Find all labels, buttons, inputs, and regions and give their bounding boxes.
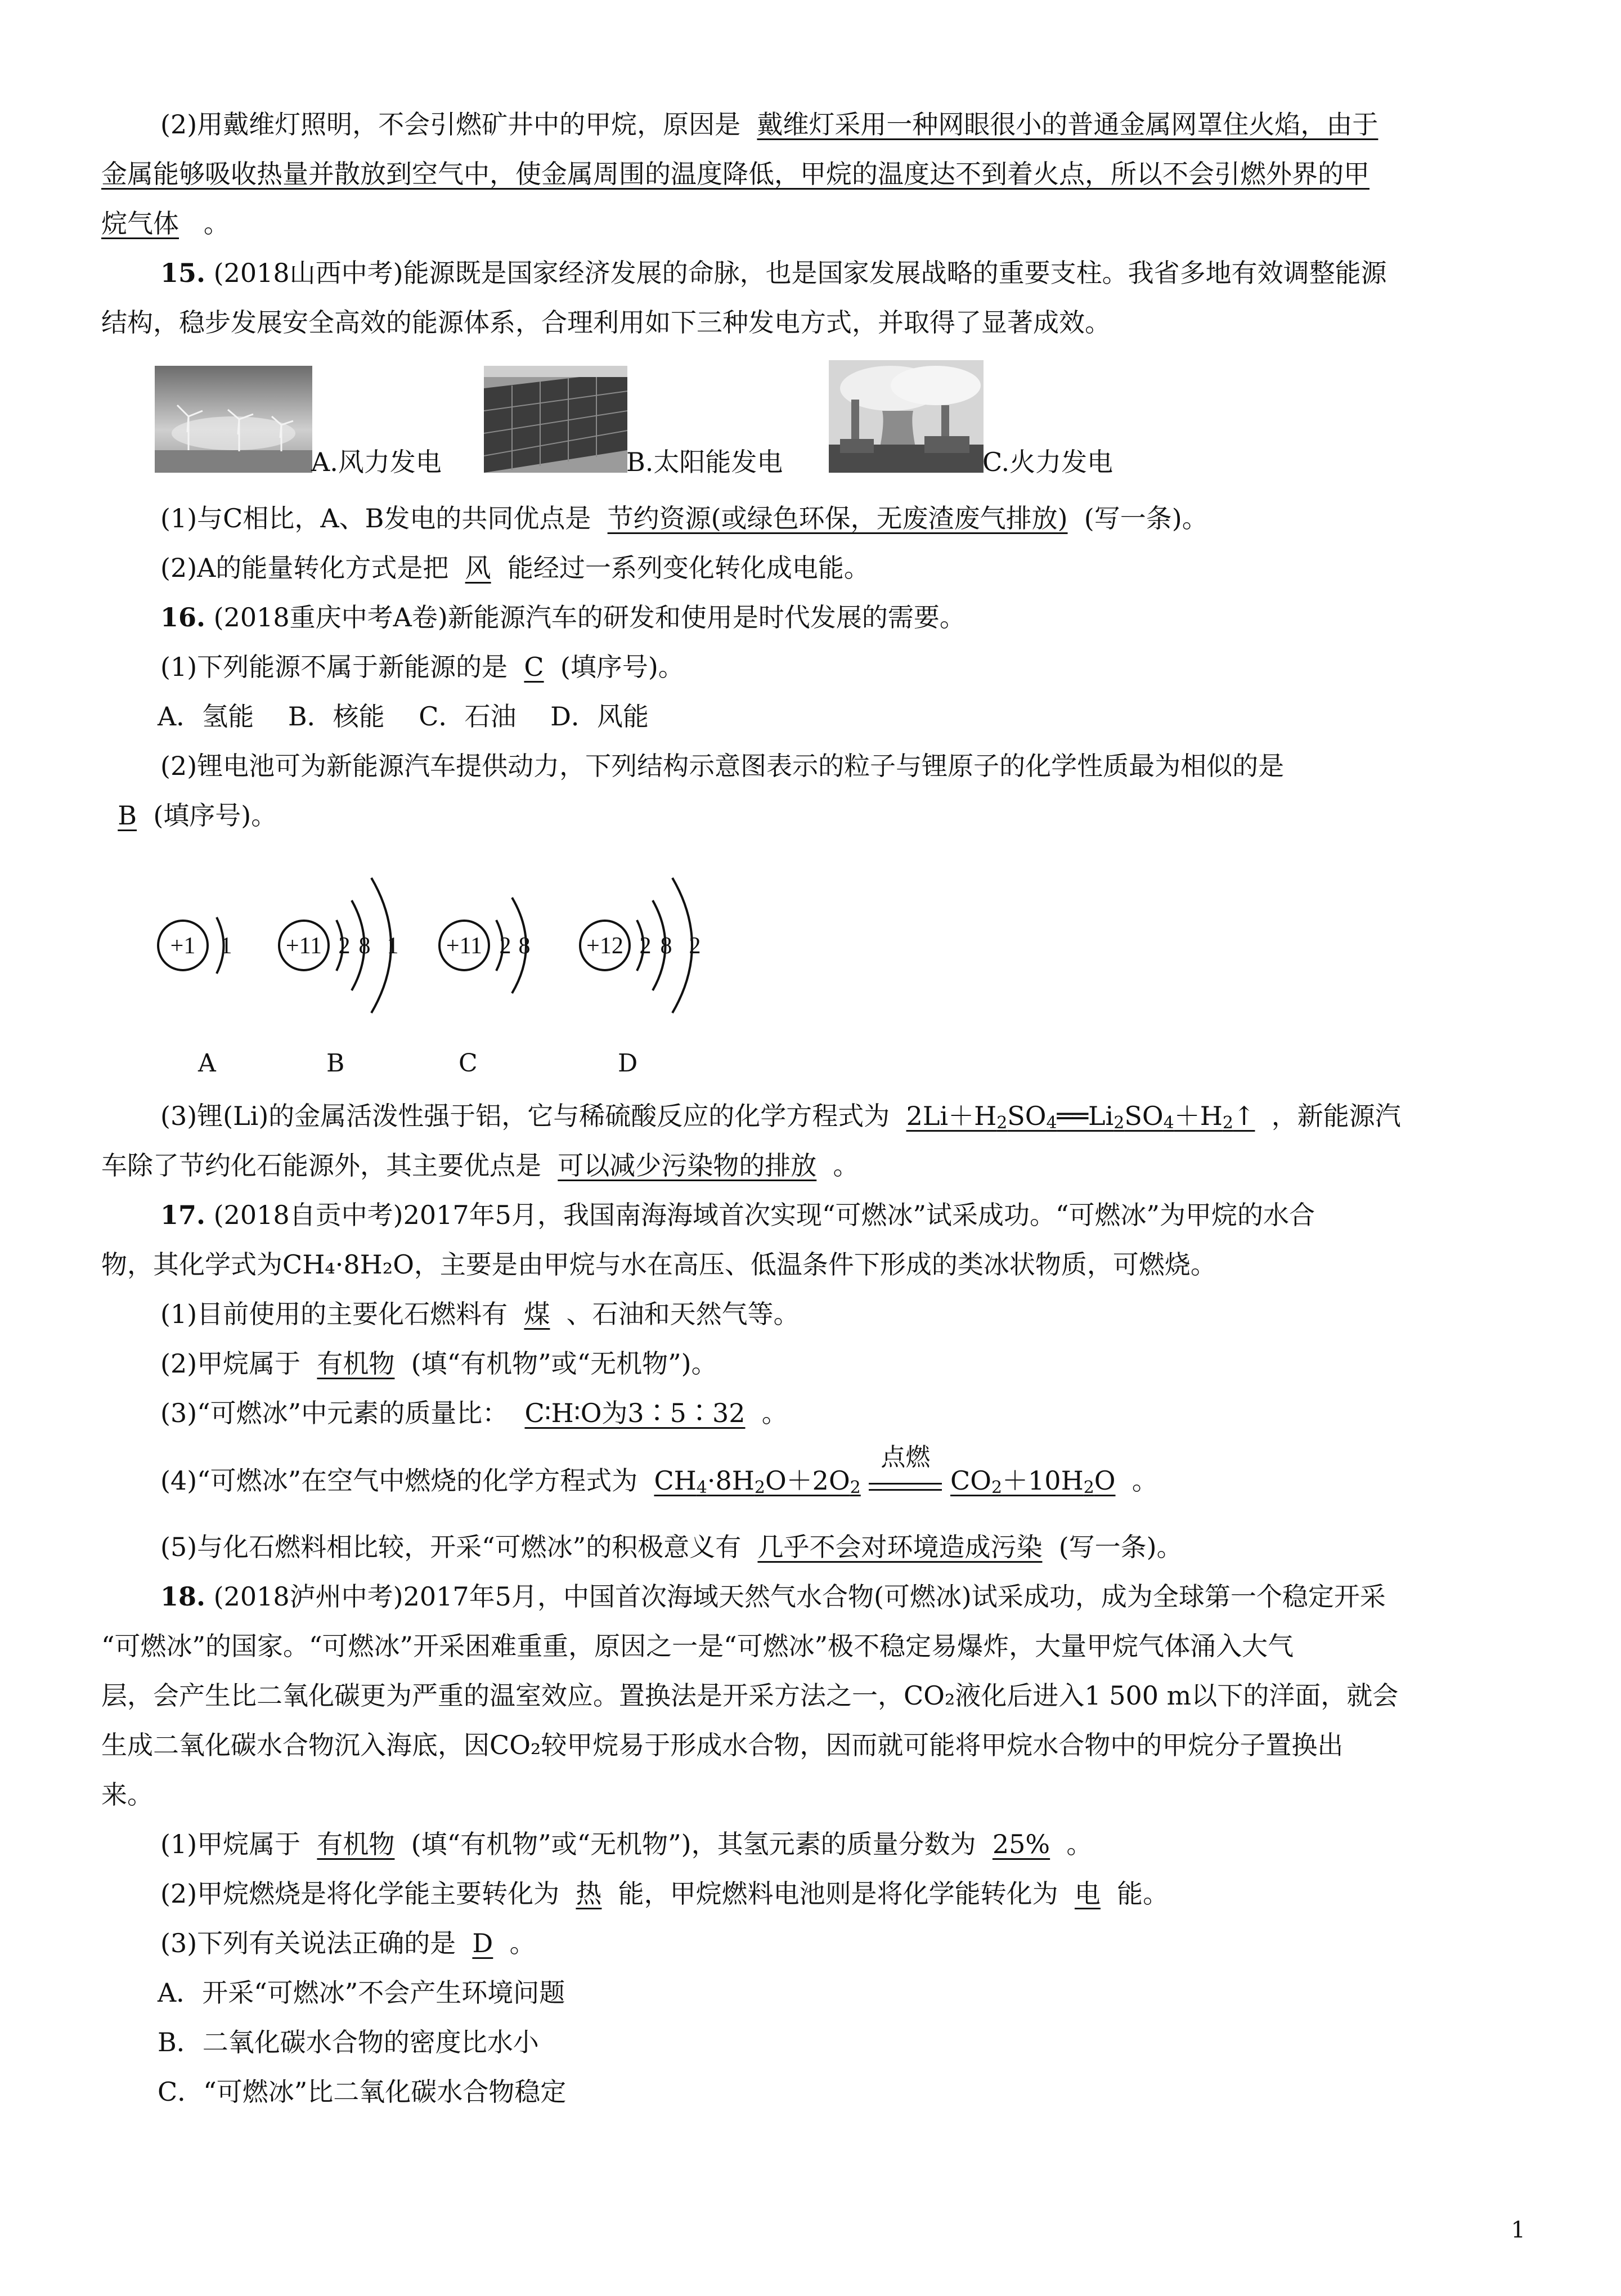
q18-option-a xyxy=(158,1975,565,2010)
q18-stem-2: “可燃冰”的国家。“可燃冰”开采困难重重，原因之一是“可燃冰”极不稳定易爆炸，大量甲烷气体涌入大气 xyxy=(101,1631,1294,1661)
atom-c-shell1: 2 xyxy=(499,933,511,959)
q18-stem-line3 xyxy=(101,1678,1398,1713)
q17-p3-prefix: (3)“可燃冰”中元素的质量比： xyxy=(160,1398,509,1428)
q17-p1-answer: 煤 xyxy=(524,1299,550,1329)
q18-stem-1: (2018泸州中考)2017年5月，中国首次海域天然气水合物(可燃冰)试采成功，成为全球第一个稳定开采 xyxy=(213,1581,1386,1612)
q18-p3-answer: D xyxy=(472,1928,493,1958)
q15-stem-1: (2018山西中考)能源既是国家经济发展的命脉，也是国家发展战略的重要支柱。我省多地有效调整能源 xyxy=(213,258,1387,288)
q16-p3-equation: $2Li+H_2SO_4══Li_2SO_4+H_2↑$ xyxy=(906,1101,1255,1133)
q18-p3 xyxy=(160,1926,536,1961)
atom-c-nucleus: +11 xyxy=(446,933,483,959)
q16-p1-prefix: (1)下列能源不属于新能源的是 xyxy=(160,652,508,682)
q18-p3-suffix: 。 xyxy=(509,1928,536,1958)
q18-stem-3: 层，会产生比二氧化碳更为严重的温室效应。置换法是开采方法之一，CO₂液化后进入1 500 m以下的洋面，就会 xyxy=(101,1680,1399,1711)
q17-p4-condition: 点燃 xyxy=(881,1443,931,1472)
q18-p2 xyxy=(160,1876,1169,1911)
atom-c xyxy=(439,898,531,993)
caption-solar: B.太阳能发电 xyxy=(626,447,783,477)
q18-p2-suffix: 能。 xyxy=(1117,1878,1169,1909)
q17-stem-line1 xyxy=(160,1198,1315,1232)
q18-p1-prefix: (1)甲烷属于 xyxy=(160,1829,301,1859)
q18-p1 xyxy=(160,1827,1092,1862)
wind-turbine-photo xyxy=(155,366,312,473)
q14-part2-answer-1: 戴维灯采用一种网眼很小的普通金属网罩住火焰，由于 xyxy=(757,109,1378,140)
q14-part2-answer-3: 烷气体 xyxy=(101,208,179,239)
atom-d-nucleus: +12 xyxy=(586,933,623,959)
q18-p1-answer: 有机物 xyxy=(317,1829,395,1859)
q15-p2 xyxy=(160,550,870,585)
atom-a-nucleus: +1 xyxy=(170,933,196,959)
q16-p2 xyxy=(160,748,1284,783)
atom-d xyxy=(580,878,701,1013)
q17-p4-prefix: (4)“可燃冰”在空气中燃烧的化学方程式为 xyxy=(160,1465,638,1496)
q15-p1-answer: 节约资源(或绿色环保，无废渣废气排放) xyxy=(607,503,1068,533)
q15-stem-2: 结构，稳步发展安全高效的能源体系，合理利用如下三种发电方式，并取得了显著成效。 xyxy=(101,307,1111,338)
q16-p3-mid: ，新能源汽 xyxy=(1271,1101,1401,1131)
q15-p1-prefix: (1)与C相比，A、B发电的共同优点是 xyxy=(160,503,591,533)
power-plant-photo xyxy=(829,360,984,473)
q17-p4 xyxy=(160,1443,1158,1498)
q18-option-a-text: A．开采“可燃冰”不会产生环境问题 xyxy=(158,1977,565,2008)
q17-p2-suffix: (填“有机物”或“无机物”)。 xyxy=(411,1348,717,1379)
q17-number: 17. xyxy=(160,1200,206,1230)
q18-p1-mid: (填“有机物”或“无机物”)，其氢元素的质量分数为 xyxy=(411,1829,976,1859)
q15-stem-line1 xyxy=(160,255,1387,290)
q14-part2-prefix: (2)用戴维灯照明，不会引燃矿井中的甲烷，原因是 xyxy=(160,109,741,140)
caption-wind: A.风力发电 xyxy=(311,447,442,477)
q18-stem-line2 xyxy=(101,1629,1294,1663)
q16-p2-answer-line xyxy=(101,798,277,833)
q18-p1-suffix: 。 xyxy=(1066,1829,1093,1859)
atom-d-label: D xyxy=(618,1049,638,1078)
q16-p3 xyxy=(160,1098,1401,1133)
q18-stem-line4 xyxy=(101,1728,1343,1763)
q17-p5 xyxy=(160,1530,1183,1564)
atom-d-shell3: 2 xyxy=(689,933,701,959)
q16-number: 16. xyxy=(160,602,206,633)
q17-p1-suffix: 、石油和天然气等。 xyxy=(566,1299,800,1329)
q16-p3-end: 。 xyxy=(833,1150,859,1181)
q17-stem-1: (2018自贡中考)2017年5月，我国南海海域首次实现“可燃冰”试采成功。“可燃冰”为甲烷的水合 xyxy=(213,1200,1315,1230)
q17-p2-answer: 有机物 xyxy=(317,1348,395,1379)
page-number: 1 xyxy=(1511,2217,1525,2243)
q15-stem-line2 xyxy=(101,305,1111,340)
q18-stem-line1 xyxy=(160,1579,1386,1614)
q16-options xyxy=(158,699,649,734)
q17-p3-suffix: 。 xyxy=(761,1398,788,1428)
q18-stem-5: 来。 xyxy=(101,1779,153,1810)
q18-p1-answer2: 25% xyxy=(992,1829,1050,1859)
q16-p2-answer: B xyxy=(118,800,137,831)
q16-p1-suffix: (填序号)。 xyxy=(560,652,684,682)
atom-b-shell2: 8 xyxy=(358,933,371,959)
q17-p3 xyxy=(160,1396,788,1430)
atom-b-nucleus: +11 xyxy=(285,933,322,959)
q18-option-c xyxy=(158,2074,566,2109)
q17-p4-suffix: 。 xyxy=(1131,1465,1158,1496)
q16-p3-answer2: 可以减少污染物的排放 xyxy=(558,1150,817,1181)
atom-c-label: C xyxy=(459,1049,478,1078)
q16-stem-text: (2018重庆中考A卷)新能源汽车的研发和使用是时代发展的需要。 xyxy=(213,602,966,633)
q18-p2-answer2: 电 xyxy=(1074,1878,1101,1909)
q15-p1-suffix: (写一条)。 xyxy=(1084,503,1208,533)
q17-p3-answer: C∶H∶O为3∶5∶32 xyxy=(524,1398,746,1428)
q18-number: 18. xyxy=(160,1581,206,1612)
q18-p2-mid: 能，甲烷燃料电池则是将化学能转化为 xyxy=(618,1878,1058,1909)
q16-p1-answer: C xyxy=(524,652,544,682)
q17-p4-right: $CO_2+10H_2O$ xyxy=(950,1465,1116,1497)
caption-thermal: C.火力发电 xyxy=(982,447,1113,477)
q18-p3-prefix: (3)下列有关说法正确的是 xyxy=(160,1928,456,1958)
q15-p1 xyxy=(160,501,1208,536)
atom-a xyxy=(158,917,232,974)
atom-b xyxy=(279,878,399,1013)
q17-stem-line2 xyxy=(101,1247,1216,1282)
q17-stem-2: 物，其化学式为CH₄·8H₂O，主要是由甲烷与水在高压、低温条件下形成的类冰状物质，可燃烧。 xyxy=(101,1249,1216,1280)
q17-p4-reaction-sign xyxy=(869,1443,942,1491)
atom-b-shell3: 1 xyxy=(387,933,399,959)
q16-p3-line2 xyxy=(101,1148,859,1183)
q17-p5-suffix: (写一条)。 xyxy=(1058,1532,1183,1562)
q14-part2-line1 xyxy=(160,107,1378,142)
q17-p5-prefix: (5)与化石燃料相比较，开采“可燃冰”的积极意义有 xyxy=(160,1532,742,1562)
atom-c-shell2: 8 xyxy=(518,933,531,959)
q14-part2-line2 xyxy=(101,156,1369,191)
q16-p3-line2-prefix: 车除了节约化石能源外，其主要优点是 xyxy=(101,1150,541,1181)
atom-a-shell1: 1 xyxy=(220,933,232,959)
q15-p2-prefix: (2)A的能量转化方式是把 xyxy=(160,553,449,583)
q16-stem xyxy=(160,600,966,635)
q17-p4-left: $CH_4\cdot 8H_2O+2O_2$ xyxy=(654,1465,861,1497)
atom-a-label: A xyxy=(198,1049,216,1078)
atom-structure-diagrams xyxy=(141,861,760,1030)
q16-p2-suffix: (填序号)。 xyxy=(153,800,277,831)
q17-p1-prefix: (1)目前使用的主要化石燃料有 xyxy=(160,1299,508,1329)
q18-stem-4: 生成二氧化碳水合物沉入海底，因CO₂较甲烷易于形成水合物，因而就可能将甲烷水合物中的甲烷分子置换出 xyxy=(101,1730,1344,1760)
atom-b-shell1: 2 xyxy=(338,933,351,959)
atom-b-label: B xyxy=(326,1049,345,1078)
q16-p3-prefix: (3)锂(Li)的金属活泼性强于铝，它与稀硫酸反应的化学方程式为 xyxy=(160,1101,890,1131)
q17-p5-answer: 几乎不会对环境造成污染 xyxy=(757,1532,1043,1562)
q18-option-b-text: B．二氧化碳水合物的密度比水小 xyxy=(158,2027,539,2057)
atom-d-shell2: 8 xyxy=(660,933,672,959)
solar-panel-photo xyxy=(484,366,627,473)
q14-part2-end: 。 xyxy=(203,208,230,239)
q15-p2-answer: 风 xyxy=(465,553,491,583)
q18-p2-answer: 热 xyxy=(576,1878,602,1909)
q18-option-c-text: C．“可燃冰”比二氧化碳水合物稳定 xyxy=(158,2077,567,2107)
q18-option-b xyxy=(158,2025,539,2060)
q15-p2-suffix: 能经过一系列变化转化成电能。 xyxy=(507,553,870,583)
q15-number: 15. xyxy=(160,258,206,288)
q16-options-text: A．氢能 B．核能 C．石油 D．风能 xyxy=(158,701,649,732)
q17-p1 xyxy=(160,1297,800,1331)
q14-part2-answer-2: 金属能够吸收热量并散放到空气中，使金属周围的温度降低，甲烷的温度达不到着火点，所以不会引燃外界的甲 xyxy=(101,159,1369,189)
q17-p2 xyxy=(160,1346,717,1381)
q17-p2-prefix: (2)甲烷属于 xyxy=(160,1348,301,1379)
atom-d-shell1: 2 xyxy=(639,933,652,959)
q18-p2-prefix: (2)甲烷燃烧是将化学能主要转化为 xyxy=(160,1878,560,1909)
q16-p1 xyxy=(160,649,684,684)
q16-p2-text: (2)锂电池可为新能源汽车提供动力，下列结构示意图表示的粒子与锂原子的化学性质最为相似的是 xyxy=(160,751,1285,781)
q18-stem-line5 xyxy=(101,1777,153,1812)
q14-part2-line3 xyxy=(101,206,230,241)
